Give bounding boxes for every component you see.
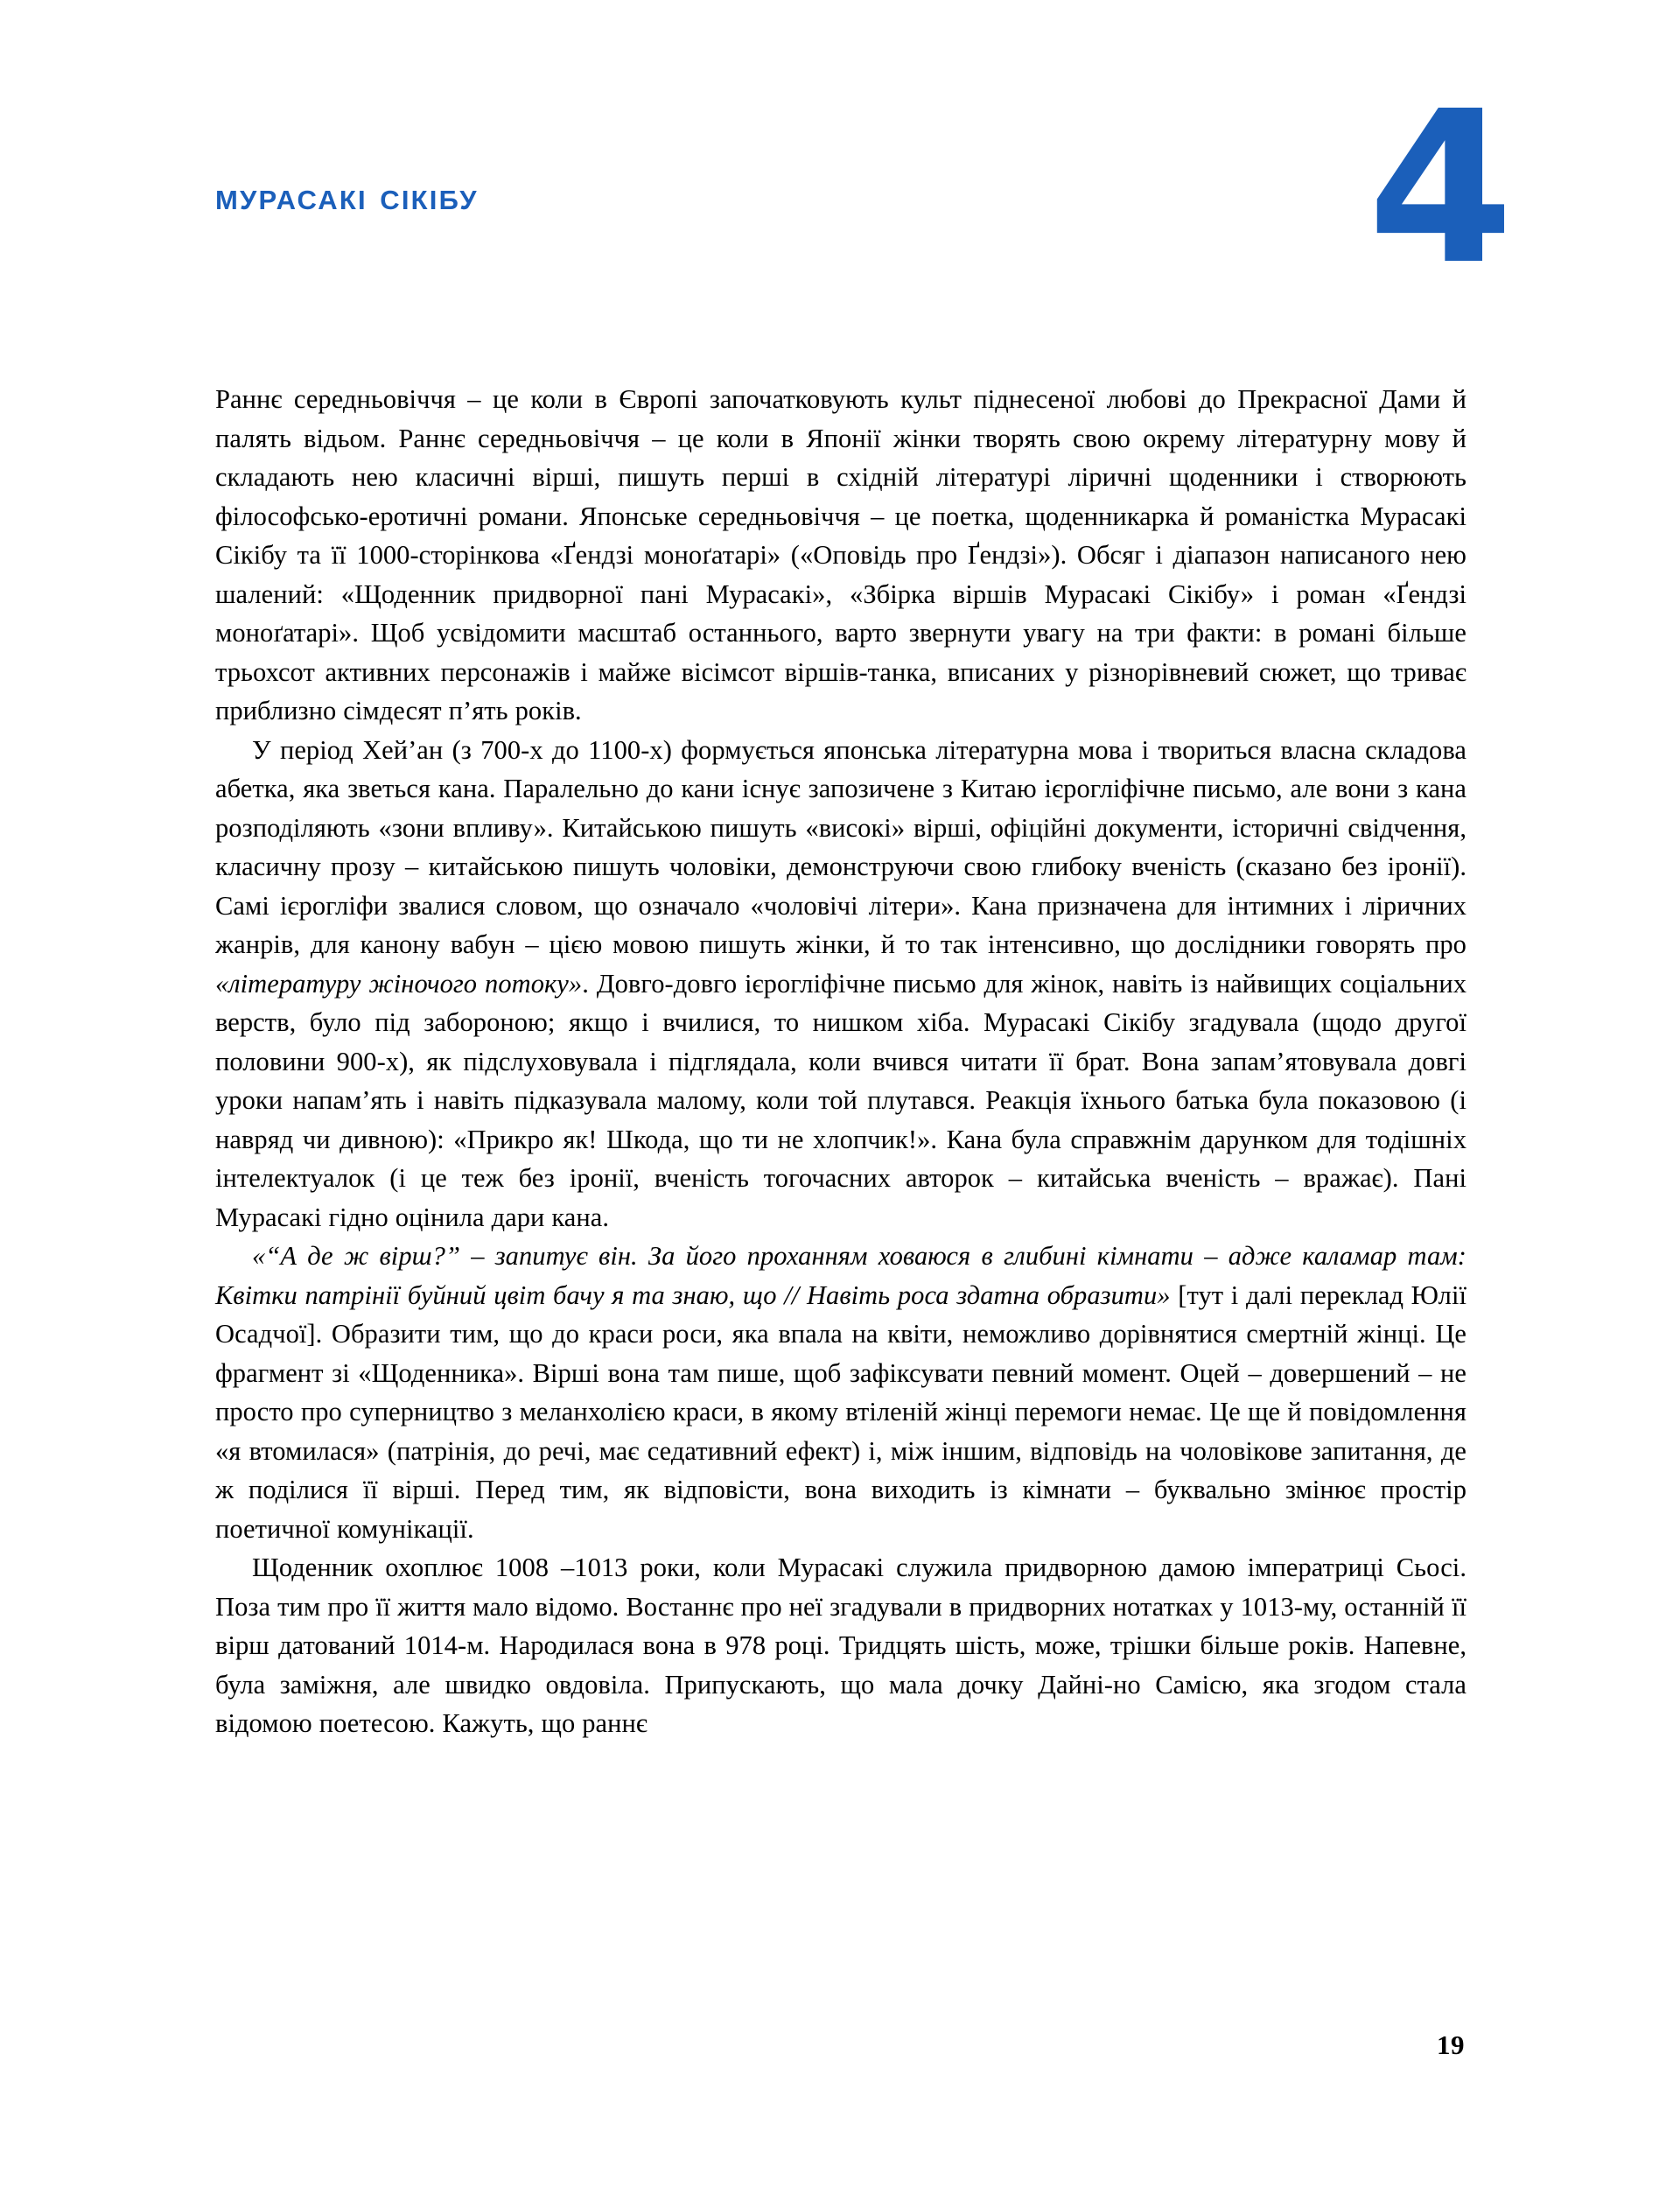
paragraph-2	[215, 731, 1466, 1237]
chapter-number: 4	[1368, 66, 1510, 311]
paragraph-3	[215, 1237, 1466, 1548]
paragraph-4	[215, 1548, 1466, 1743]
page-header	[215, 66, 1510, 333]
chapter-title: мурасакі сікібу	[215, 175, 479, 218]
poem-quotation: «“А де ж вірш?” – запитує він. За його проханням ховаюся в глибині кімнати – адже каламар там: Квітки патрінії буйний цвіт бачу я та знаю, що // Навіть роса здатна образити»	[215, 1241, 1466, 1310]
paragraph-3-text: [тут і далі переклад Юлії Осадчої]. Образити тим, що до краси роси, яка впала на квіти, неможливо дорівнятися смертній жінці. Це фрагмент зі «Щоденника». Вірші вона там пише, щоб зафіксувати певний момент. Оцей – довершений – не просто про суперництво з меланхолією краси, в якому втіленій жінці перемоги немає. Це ще й повідомлення «я втомилася» (патрінія, до речі, має седативний ефект) і, між іншим, відповідь на чоловікове запитання, де ж поділися її вірші. Перед тим, як відповісти, вона виходить із кімнати – буквально змінює простір поетичної комунікації.	[215, 1279, 1466, 1544]
paragraph-2-text-part-1: У період Хей’ан (з 700-х до 1100-х) формується японська літературна мова і твориться власна складова абетка, яка зветься кана. Паралельно до кани існує запозичене з Китаю ієрогліфічне письмо, але вони з кана розподіляють «зони впливу». Китайською пишуть «високі» вірші, офіційні документи, історичні свідчення, класичну прозу – китайською пишуть чоловіки, демонструючи свою глибоку вченість (сказано без іронії). Самі ієрогліфи звалися словом, що означало «чоловічі літери». Кана призначена для інтимних і ліричних жанрів, для канону вабун – цією мовою пишуть жінки, й то так інтенсивно, що дослідники говорять про	[215, 734, 1466, 959]
paragraph-2-italic-phrase: «літературу жіночого потоку»	[215, 968, 583, 999]
paragraph-2-text-part-2: . Довго-довго ієрогліфічне письмо для жінок, навіть із найвищих соціальних верств, було під забороною; якщо і вчилися, то нишком хіба. Мурасакі Сікібу згадувала (щодо другої половини 900-х), як підслуховувала і підглядала, коли вчився читати її брат. Вона запам’ятовувала довгі уроки напам’ять і навіть підказувала малому, коли той плутався. Реакція їхнього батька була показовою (і навряд чи дивною): «Прикро як! Шкода, що ти не хлопчик!». Кана була справжнім дарунком для тодішніх інтелектуалок (і це теж без іронії, вченість тогочасних авторок – китайська вченість – вражає). Пані Мурасакі гідно оцінила дари кана.	[215, 968, 1466, 1232]
page-number: 19	[1437, 2029, 1465, 2060]
paragraph-1	[215, 380, 1466, 731]
paragraph-4-text: Щоденник охоплює 1008 –1013 роки, коли Мурасакі служила придворною дамою імператриці Сьосі. Поза тим про її життя мало відомо. Востаннє про неї згадували в придворних нотатках у 1013-му, останній її вірш датований 1014-м. Народилася вона в 978 році. Тридцять шість, може, трішки більше років. Напевне, була заміжня, але швидко овдовіла. Припускають, що мала дочку Дайні-но Самісю, яка згодом стала відомою поетесою. Кажуть, що раннє	[215, 1553, 1466, 1738]
body-text-column	[215, 380, 1466, 1743]
paragraph-1-text: Раннє середньовіччя – це коли в Європі започатковують культ піднесеної любові до Прекрасної Дами й палять відьом. Раннє середньовіччя – це коли в Японії жінки творять свою окрему літературну мову й складають нею класичні вірші, пишуть перші в східній літературі ліричні щоденники і створюють філософсько-еротичні романи. Японське середньовіччя – це поетка, щоденникарка й романістка Мурасакі Сікібу та її 1000-сторінкова «Ґендзі моноґатарі» («Оповідь про Ґендзі»). Обсяг і діапазон написаного нею шалений: «Щоденник придворної пані Мурасакі», «Збірка віршів Мурасакі Сікібу» і роман «Ґендзі моноґатарі». Щоб усвідомити масштаб останнього, варто звернути увагу на три факти: в романі більше трьохсот активних персонажів і майже вісімсот віршів-танка, вписаних у різнорівневий сюжет, що триває приблизно сімдесят п’ять років.	[215, 384, 1466, 725]
